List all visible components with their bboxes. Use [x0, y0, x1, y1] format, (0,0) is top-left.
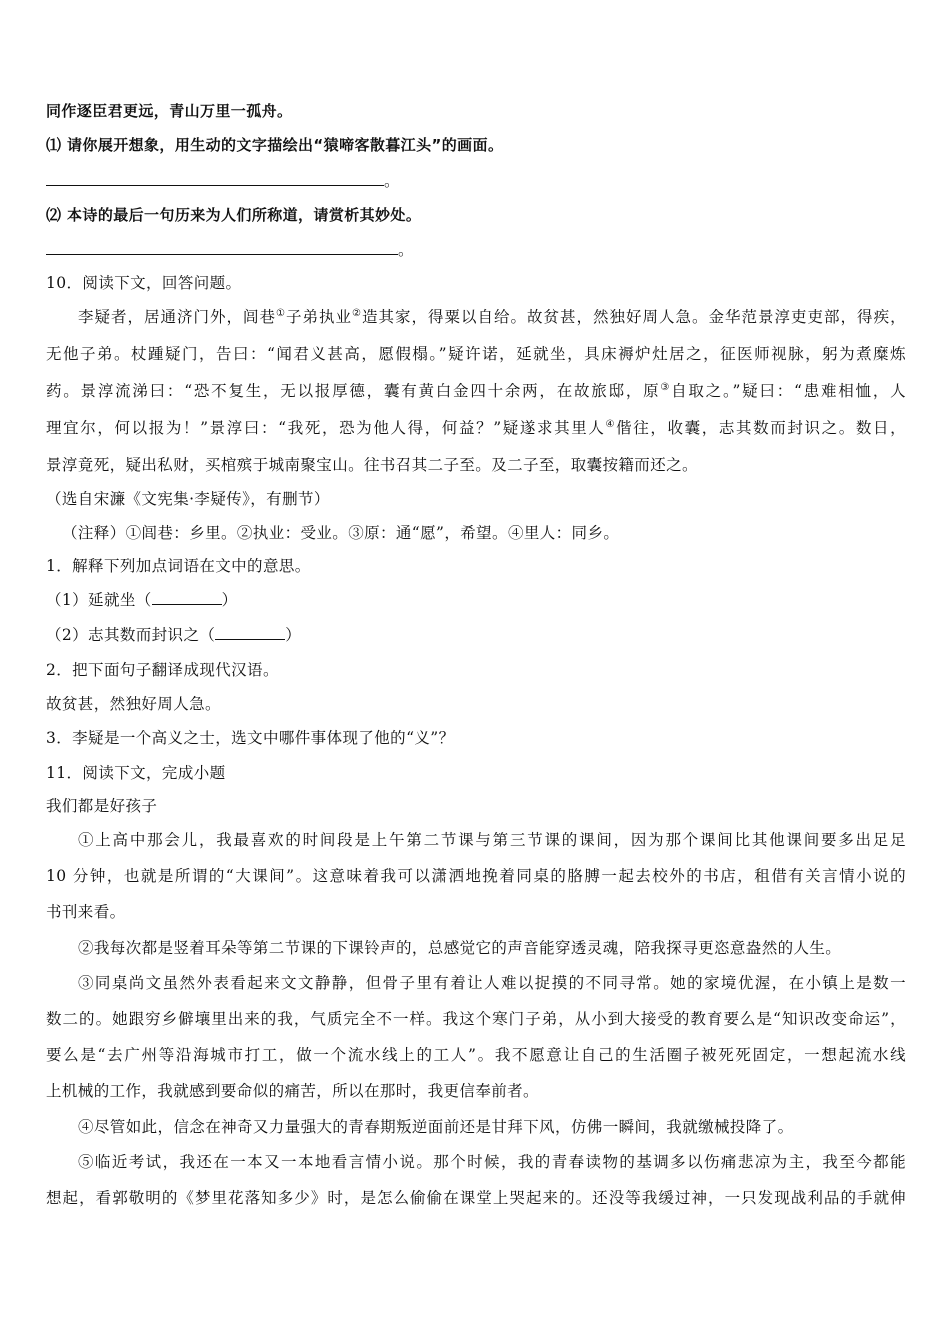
q10-heading: 10．阅读下文，回答问题。 [46, 274, 242, 292]
q10-question-1-item-1: （1）延就坐（ ） [46, 591, 238, 609]
q10-passage-line-4: 理宜尔，何以报为！”景淳曰：“我死，恐为他人得，何益？”疑遂求其里人④偕往，收囊，志其数而封识之。数日， [46, 418, 906, 437]
q11-para-1-line-2: 10 分钟，也就是所谓的“大课间”。这意味着我可以潇洒地挽着同桌的胳膊一起去校外的书店，租借有关言情小说的 [46, 867, 906, 885]
answer-blank[interactable] [152, 590, 222, 605]
q9-answer-line-1[interactable]: 。 [46, 171, 400, 191]
q10-passage-line-1: 李疑者，居通济门外，闾巷①子弟执业②造其家，得粟以自给。故贫甚，然独好周人急。金华范景淳吏吏部，得疾， [78, 307, 906, 326]
q11-para-5-line-1: ⑤临近考试，我还在一本又一本地看言情小说。那个时候，我的青春读物的基调多以伤痛悲凉为主，我至今都能 [78, 1153, 906, 1171]
answer-blank[interactable] [215, 625, 285, 640]
answer-blank[interactable] [46, 240, 398, 255]
q10-question-2-sentence: 故贫甚，然独好周人急。 [46, 695, 221, 713]
q11-para-1-line-1: ①上高中那会儿，我最喜欢的时间段是上午第二节课与第三节课的课间，因为那个课间比其他课间要多出足足 [78, 831, 906, 849]
q10-question-1-item-2: （2）志其数而封识之（ ） [46, 626, 302, 644]
q10-passage-line-5: 景淳竟死，疑出私财，买棺殡于城南聚宝山。往书召其二子至。及二子至，取囊按籍而还之。 [46, 456, 698, 474]
q11-para-3-line-4: 上机械的工作，我就感到要命似的痛苦，所以在那时，我更信奉前者。 [46, 1082, 539, 1100]
answer-blank[interactable] [46, 171, 384, 186]
q10-question-1: 1．解释下列加点词语在文中的意思。 [46, 557, 311, 575]
poem-last-line: 同作逐臣君更远，青山万里一孤舟。 [46, 102, 293, 120]
q10-question-2: 2．把下面句子翻译成现代汉语。 [46, 661, 279, 679]
q10-question-3: 3．李疑是一个高义之士，选文中哪件事体现了他的“义”？ [46, 729, 455, 747]
q11-para-3-line-2: 数二的。她跟穷乡僻壤里出来的我，气质完全不一样。我这个寒门子弟，从小到大接受的教育要么是“知识改变命运”， [46, 1010, 906, 1028]
q10-passage-line-3: 药。景淳流涕曰：“恐不复生，无以报厚德，囊有黄白金四十余两，在故旅邸，原③自取之。”疑曰：“患难相恤，人 [46, 381, 906, 400]
q9-answer-line-2[interactable]: 。 [46, 240, 414, 260]
q9-subquestion-2: ⑵ 本诗的最后一句历来为人们所称道，请赏析其妙处。 [46, 206, 422, 224]
q11-article-title: 我们都是好孩子 [46, 797, 158, 815]
q10-source: （选自宋濂《文宪集·李疑传》，有删节） [46, 490, 330, 508]
q11-para-4: ④尽管如此，信念在神奇又力量强大的青春期叛逆面前还是甘拜下风，仿佛一瞬间，我就缴械投降了。 [78, 1118, 794, 1136]
q11-para-3-line-1: ③同桌尚文虽然外表看起来文文静静，但骨子里有着让人难以捉摸的不同寻常。她的家境优渥，在小镇上是数一 [78, 974, 906, 992]
q9-subquestion-1: ⑴ 请你展开想象，用生动的文字描绘出“猿啼客散暮江头”的画面。 [46, 136, 504, 154]
q11-para-2: ②我每次都是竖着耳朵等第二节课的下课铃声的，总感觉它的声音能穿透灵魂，陪我探寻更恣意盎然的人生。 [78, 939, 842, 957]
q11-para-1-line-3: 书刊来看。 [46, 903, 126, 921]
q11-para-5-line-2: 想起，看郭敬明的《梦里花落知多少》时，是怎么偷偷在课堂上哭起来的。还没等我缓过神，一只发现战利品的手就伸 [46, 1189, 906, 1207]
q10-notes: （注释）①闾巷：乡里。②执业：受业。③原：通“愿”，希望。④里人：同乡。 [62, 524, 620, 542]
q11-heading: 11．阅读下文，完成小题 [46, 764, 226, 782]
q11-para-3-line-3: 要么是“去广州等沿海城市打工，做一个流水线上的工人”。我不愿意让自己的生活圈子被死死固定，一想起流水线 [46, 1046, 906, 1064]
q10-passage-line-2: 无他子弟。杖踵疑门，告曰：“闻君义甚高，愿假榻。”疑许诺，延就坐，具床褥炉灶居之，征医师视脉，躬为煮糜炼 [46, 345, 906, 363]
